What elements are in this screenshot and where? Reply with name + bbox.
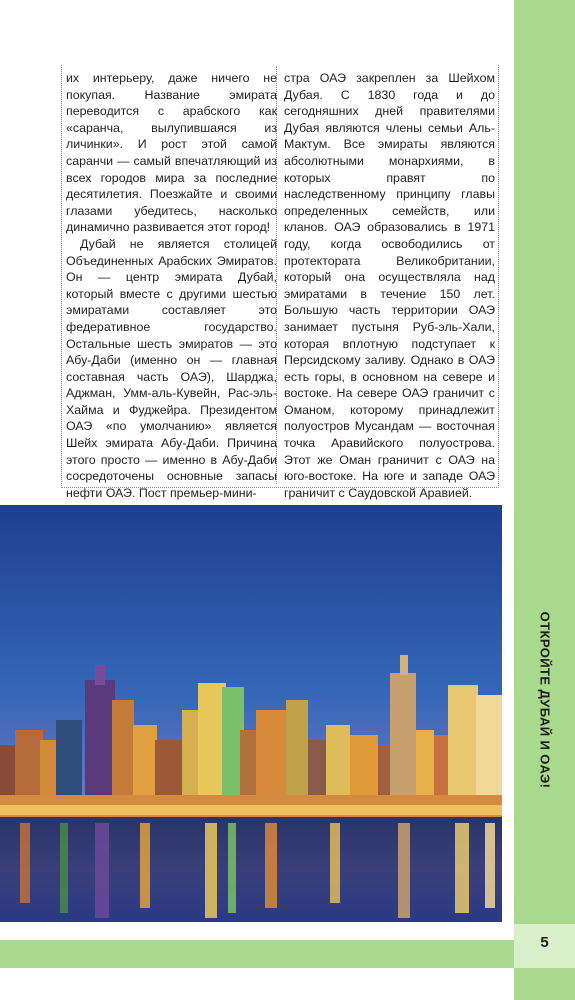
left-paragraph-1: их интерьеру, даже ничего не покупая. Название эмирата переводится с арабского как «саранча, вылупившаяся из личинки». И рост этой самой саранчи — самый впечатляющий из всех городов мира за последние десятилетия. Поезжайте и своими глазами убедитесь, насколько динамично развивается этот город! xyxy=(66,71,277,235)
sidebar-band xyxy=(514,0,575,1000)
right-column xyxy=(284,70,495,501)
section-title: ОТКРОЙТЕ ДУБАЙ И ОАЭ! xyxy=(537,611,553,789)
right-paragraph-1: стра ОАЭ закреплен за Шейхом Дубая. С 1830 года и до сегодняшних дней правителями Дубая являются члены семьи Аль-Мактум. Все эмираты являются абсолютными монархиями, в которых правят по наследственному принципу главы определенных семейств, или кланов. ОАЭ образовались в 1971 году, когда освободились от протектората Великобритании, который она осуществляла над эмиратами в течение 150 лет. Большую часть территории ОАЭ занимает пустыня Руб-эль-Хали, которая вплотную подступает к Персидскому заливу. Однако в ОАЭ есть горы, в основном на севере и востоке. На севере ОАЭ граничит с Оманом, которому принадлежит полуостров Мусандам — восточная точка Аравийского полуострова. Этот же Оман граничит с ОАЭ на юго-востоке. На юге и западе ОАЭ граничит с Саудовской Аравией. xyxy=(284,71,495,500)
bottom-band xyxy=(0,940,514,968)
left-column xyxy=(66,70,277,501)
dubai-skyline-photo xyxy=(0,505,502,922)
page-number: 5 xyxy=(540,934,549,951)
left-paragraph-2: Дубай не является столицей Объединенных Арабских Эмиратов. Он — центр эмирата Дубай, который вместе с другими шестью эмиратами составляет это федеративное государство. Остальные шесть эмиратов — это Абу-Даби (именно он — главная составная часть ОАЭ), Шарджа, Аджман, Умм-аль-Кувейн, Рас-эль-Хайма и Фуджейра. Президентом ОАЭ «по умолчанию» является Шейх эмирата Абу-Даби. Причина этого просто — именно в Абу-Даби сосредоточены основные запасы нефти ОАЭ. Пост премьер-мини- xyxy=(66,236,277,500)
